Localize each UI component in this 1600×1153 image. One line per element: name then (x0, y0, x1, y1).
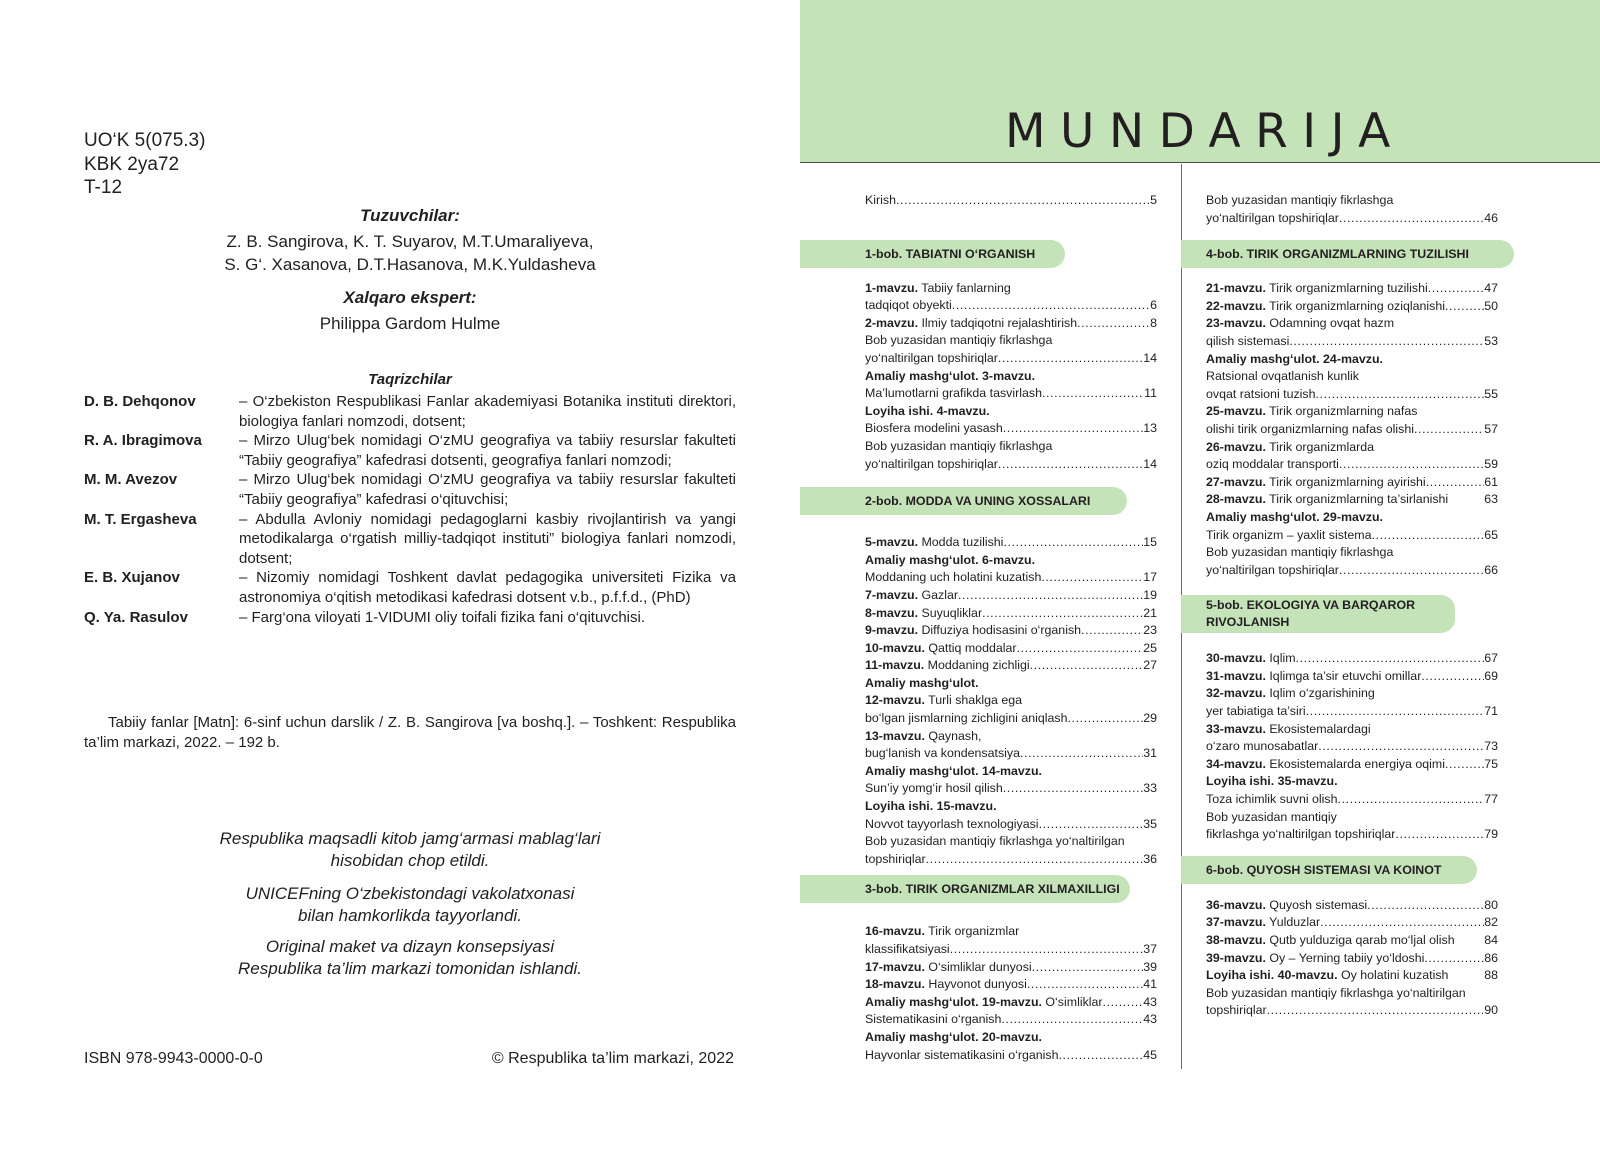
toc-page-number: 5 (1150, 193, 1157, 207)
reviewers-title: Taqrizchilar (368, 371, 452, 388)
toc-entry[interactable]: 11-mavzu. Moddaning zichligi ..... 27 (865, 657, 1157, 675)
toc-column-left (865, 192, 1157, 1064)
toc-entry[interactable]: 27-mavzu. Tirik organizmlarning ayirishi ..... 61 (1206, 474, 1498, 492)
chapter-heading-2: 2-bob. MODDA VA UNING XOSSALARI (800, 487, 1127, 515)
reviewer-row (84, 392, 736, 431)
reviewer-description: – Farg‘ona viloyati 1-VIDUMI oliy toifali fizika fani o‘qituvchisi. (239, 608, 645, 626)
page-title: MUNDARIJA (1005, 104, 1405, 159)
reviewer-name: D. B. Dehqonov (84, 393, 196, 410)
unicef-note (84, 883, 736, 926)
toc-entry[interactable]: 2-mavzu. Ilmiy tadqiqotni rejalashtirish ..... 8 (865, 315, 1157, 333)
toc-entry[interactable]: olishi tirik organizmlarning nafas olishi ..... 57 (1206, 421, 1498, 439)
funding-note (84, 828, 736, 871)
udc-code: UO‘K 5(075.3) (84, 130, 206, 151)
note-line: bilan hamkorlikda tayyorlandi. (298, 905, 522, 925)
toc-entry[interactable]: 9-mavzu. Diffuziya hodisasini o‘rganish ..... 23 (865, 622, 1157, 640)
toc-entry[interactable]: 30-mavzu. Iqlim ..... 67 (1206, 650, 1498, 668)
toc-entry-line[interactable]: Loyiha ishi. 4-mavzu. (865, 403, 990, 418)
toc-entry[interactable]: 7-mavzu. Gazlar ..... 19 (865, 587, 1157, 605)
toc-entry[interactable]: 34-mavzu. Ekosistemalarda energiya oqimi ..... 75 (1206, 756, 1498, 774)
toc-entry-line[interactable]: Bob yuzasidan mantiqiy fikrlashga yo‘naltirilgan (865, 834, 1125, 849)
toc-entry-line[interactable]: Bob yuzasidan mantiqiy (1206, 809, 1337, 824)
bibliographic-citation: Tabiiy fanlar [Matn]: 6-sinf uchun darslik / Z. B. Sangirova [va boshq.]. – Toshkent: Respublika ta’lim markazi, 2022. – 192 b. (84, 714, 736, 751)
toc-entry[interactable]: yo‘naltirilgan topshiriqlar ..... 66 (1206, 562, 1498, 580)
toc-entry-line[interactable]: Amaliy mashg‘ulot. (865, 675, 979, 690)
toc-entry-line[interactable]: 1-mavzu. Tabiiy fanlarning (865, 280, 1011, 295)
toc-entry[interactable]: 8-mavzu. Suyuqliklar ..... 21 (865, 605, 1157, 623)
toc-entry[interactable]: 28-mavzu. Tirik organizmlarning ta’sirlanishi 63 (1206, 492, 1498, 507)
reviewer-description: – Nizomiy nomidagi Toshkent davlat pedagogika universiteti Fizika va astronomiya o‘qitish metodikasi kafedrasi dotsent v.b., p.f.f.d., (PhD) (239, 569, 736, 606)
chapter-heading-1: 1-bob. TABIATNI O‘RGANISH (800, 240, 1065, 268)
toc-entry[interactable]: Biosfera modelini yasash ..... 13 (865, 420, 1157, 438)
reviewer-row (84, 470, 736, 509)
chapter-heading-line: RIVOJLANISH (1206, 615, 1290, 629)
authors-title: Tuzuvchilar: (360, 206, 460, 225)
toc-entry[interactable]: tadqiqot obyekti ..... 6 (865, 297, 1157, 315)
toc-entry-line[interactable]: Loyiha ishi. 35-mavzu. (1206, 774, 1338, 789)
toc-entry-line[interactable]: Loyiha ishi. 15-mavzu. (865, 799, 997, 814)
toc-entry-title: Kirish (865, 193, 896, 207)
note-line: Respublika ta’lim markazi tomonidan ishlandi. (238, 958, 582, 978)
reviewer-name: Q. Ya. Rasulov (84, 608, 188, 626)
toc-entry-line[interactable]: 16-mavzu. Tirik organizmlar (865, 924, 1020, 939)
toc-entry-line[interactable]: Amaliy mashg‘ulot. 29-mavzu. (1206, 509, 1383, 524)
isbn: ISBN 978-9943-0000-0-0 (84, 1050, 263, 1067)
authors-list (84, 230, 736, 276)
toc-entry[interactable]: yo‘naltirilgan topshiriqlar ..... 14 (865, 350, 1157, 368)
toc-entry-line[interactable]: 12-mavzu. Turli shaklga ega (865, 693, 1023, 708)
note-line: UNICEFning O‘zbekistondagi vakolatxonasi (245, 884, 575, 903)
toc-entry-line[interactable]: Bob yuzasidan mantiqiy fikrlashga (865, 438, 1053, 453)
reviewer-description: – Mirzo Ulug‘bek nomidagi O‘zMU geografiya va tabiiy resurslar fakulteti “Tabiiy geografiya” kafedrasi dotsenti, geografiya fanlari nomzodi; (239, 432, 736, 469)
author-mark: T-12 (84, 177, 123, 198)
toc-entry[interactable]: bo‘lgan jismlarning zichligini aniqlash ..... 29 (865, 710, 1157, 728)
toc-entry-line[interactable]: Bob yuzasidan mantiqiy fikrlashga (865, 333, 1053, 348)
toc-entry-line[interactable]: Amaliy mashg‘ulot. 20-mavzu. (865, 1029, 1042, 1044)
reviewer-name: R. A. Ibragimova (84, 432, 202, 450)
authors-block (84, 206, 736, 276)
reviewer-description: – Abdulla Avloniy nomidagi pedagoglarni kasbiy rivojlantirish va yangi metodikalarga o‘rgatish milliy-tadqiqot instituti” biologiya fanlari nomzodi, dotsent; (239, 510, 736, 567)
toc-entry[interactable]: 5-mavzu. Modda tuzilishi ..... 15 (865, 534, 1157, 552)
toc-entry[interactable]: 37-mavzu. Yulduzlar ..... 82 (1206, 914, 1498, 932)
toc-entry[interactable]: fikrlashga yo‘naltirilgan topshiriqlar ..... 79 (1206, 826, 1498, 844)
chapter-heading-6: 6-bob. QUYOSH SISTEMASI VA KOINOT (1181, 856, 1477, 884)
toc-entry-line[interactable]: Bob yuzasidan mantiqiy fikrlashga (1206, 193, 1394, 207)
toc-entry-line[interactable]: 23-mavzu. Odamning ovqat hazm (1206, 316, 1395, 331)
toc-entry-line[interactable]: Ratsional ovqatlanish kunlik (1206, 369, 1359, 384)
reviewer-row (84, 568, 736, 607)
authors-line: Z. B. Sangirova, K. T. Suyarov, M.T.Umaraliyeva, (226, 232, 594, 251)
reviewer-description: – O‘zbekiston Respublikasi Fanlar akademiyasi Botanika instituti direktori, biologiya fanlari nomzodi, dotsent; (239, 393, 736, 430)
toc-entry[interactable]: o‘zaro munosabatlar ..... 73 (1206, 738, 1498, 756)
note-line: Respublika maqsadli kitob jamg‘armasi mablag‘lari (219, 829, 601, 848)
toc-entry[interactable]: Sistematikasini o‘rganish ..... 43 (865, 1011, 1157, 1029)
toc-entry-line[interactable]: Amaliy mashg‘ulot. 14-mavzu. (865, 763, 1042, 778)
toc-entry-line[interactable]: 32-mavzu. Iqlim o‘zgarishining (1206, 686, 1375, 701)
toc-entry[interactable]: qilish sistemasi ..... 53 (1206, 333, 1498, 351)
toc-column-right (1206, 192, 1498, 1020)
reviewers-list (84, 392, 736, 627)
toc-entry-line[interactable]: 26-mavzu. Tirik organizmlarda (1206, 439, 1375, 454)
note-line: hisobidan chop etildi. (330, 850, 490, 870)
bbk-code: KBK 2ya72 (84, 153, 180, 175)
reviewer-name: M. T. Ergasheva (84, 510, 197, 528)
reviewer-row (84, 510, 736, 569)
toc-entry[interactable]: 39-mavzu. Oy – Yerning tabiiy yo‘ldoshi ..... 86 (1206, 950, 1498, 968)
toc-entry[interactable]: Novvot tayyorlash texnologiyasi ..... 35 (865, 816, 1157, 834)
chapter-heading-line: 5-bob. EKOLOGIYA VA BARQAROR (1206, 598, 1416, 612)
toc-entry[interactable]: Amaliy mashg‘ulot. 19-mavzu. O‘simliklar ..... 43 (865, 994, 1157, 1012)
toc-entry[interactable]: 38-mavzu. Qutb yulduziga qarab mo‘ljal olish 84 (1206, 933, 1498, 947)
copyright: © Respublika ta’lim markazi, 2022 (491, 1050, 734, 1067)
toc-entry[interactable]: Tirik organizm – yaxlit sistema ..... 65 (1206, 527, 1498, 545)
toc-entry-line[interactable]: Bob yuzasidan mantiqiy fikrlashga (1206, 545, 1394, 560)
reviewer-row (84, 431, 736, 470)
toc-entry[interactable]: yo‘naltirilgan topshiriqlar ..... 14 (865, 456, 1157, 474)
toc-entry[interactable]: klassifikatsiyasi ..... 37 (865, 941, 1157, 959)
toc-entry[interactable]: Ma’lumotlarni grafikda tasvirlash ..... 11 (865, 385, 1157, 403)
reviewer-description: – Mirzo Ulug‘bek nomidagi O‘zMU geografiya va tabiiy resurslar fakulteti “Tabiiy geografiya” kafedrasi o‘qituvchisi; (239, 471, 736, 508)
toc-entry-line[interactable]: Bob yuzasidan mantiqiy fikrlashga yo‘naltirilgan (1206, 985, 1466, 1000)
authors-line: S. G‘. Xasanova, D.T.Hasanova, M.K.Yuldasheva (224, 255, 596, 274)
expert-block (84, 288, 736, 335)
toc-entry-line[interactable]: 33-mavzu. Ekosistemalardagi (1206, 721, 1371, 736)
expert-name: Philippa Gardom Hulme (319, 314, 501, 333)
toc-entry[interactable]: 22-mavzu. Tirik organizmlarning oziqlanishi ..... 50 (1206, 298, 1498, 316)
design-note (84, 936, 736, 979)
reviewer-row (84, 608, 736, 628)
toc-entry[interactable]: topshiriqlar ..... 36 (865, 851, 1157, 869)
toc-entry[interactable] (865, 192, 1157, 210)
reviewer-name: E. B. Xujanov (84, 569, 180, 587)
toc-entry[interactable]: Hayvonlar sistematikasini o‘rganish ..... 45 (865, 1047, 1157, 1065)
toc-entry[interactable]: topshiriqlar ..... 90 (1206, 1002, 1498, 1020)
toc-entry[interactable]: oziq moddalar transporti ..... 59 (1206, 456, 1498, 474)
toc-entry[interactable]: ovqat ratsioni tuzish ..... 55 (1206, 386, 1498, 404)
toc-entry[interactable]: 21-mavzu. Tirik organizmlarning tuzilishi ..... 47 (1206, 280, 1498, 298)
toc-entry[interactable]: 36-mavzu. Quyosh sistemasi ..... 80 (1206, 897, 1498, 915)
expert-title: Xalqaro ekspert: (343, 288, 477, 307)
chapter-heading-4: 4-bob. TIRIK ORGANIZMLARNING TUZILISHI (1181, 240, 1514, 268)
toc-entry-line[interactable]: 25-mavzu. Tirik organizmlarning nafas (1206, 404, 1418, 419)
classification-codes (84, 129, 205, 200)
reviewer-name: M. M. Avezov (84, 471, 178, 489)
chapter-heading-3: 3-bob. TIRIK ORGANIZMLAR XILMAXILLIGI (800, 875, 1130, 903)
toc-entry[interactable]: Sun’iy yomg‘ir hosil qilish ..... 33 (865, 780, 1157, 798)
toc-entry[interactable]: bug‘lanish va kondensatsiya ..... 31 (865, 745, 1157, 763)
toc-entry-line[interactable]: Amaliy mashg‘ulot. 3-mavzu. (865, 368, 1036, 383)
toc-entry-line[interactable]: 13-mavzu. Qaynash, (865, 728, 982, 743)
toc-entry-line[interactable]: Amaliy mashg‘ulot. 6-mavzu. (865, 552, 1036, 567)
toc-entry[interactable]: Moddaning uch holatini kuzatish ..... 17 (865, 569, 1157, 587)
toc-entry[interactable]: 18-mavzu. Hayvonot dunyosi ..... 41 (865, 976, 1157, 994)
toc-entry[interactable]: Loyiha ishi. 40-mavzu. Oy holatini kuzatish 88 (1206, 968, 1498, 983)
toc-entry[interactable]: 31-mavzu. Iqlimga ta’sir etuvchi omillar ..... 69 (1206, 668, 1498, 686)
toc-entry[interactable]: yer tabiatiga ta’siri ..... 71 (1206, 703, 1498, 721)
toc-entry[interactable]: 17-mavzu. O‘simliklar dunyosi ..... 39 (865, 959, 1157, 977)
toc-entry[interactable]: yo‘naltirilgan topshiriqlar ..... 46 (1206, 210, 1498, 228)
toc-entry-line[interactable]: Amaliy mashg‘ulot. 24-mavzu. (1206, 351, 1383, 366)
note-line: Original maket va dizayn konsepsiyasi (265, 937, 555, 956)
toc-entry[interactable]: 10-mavzu. Qattiq moddalar ..... 25 (865, 640, 1157, 658)
toc-entry[interactable]: Toza ichimlik suvni olish ..... 77 (1206, 791, 1498, 809)
